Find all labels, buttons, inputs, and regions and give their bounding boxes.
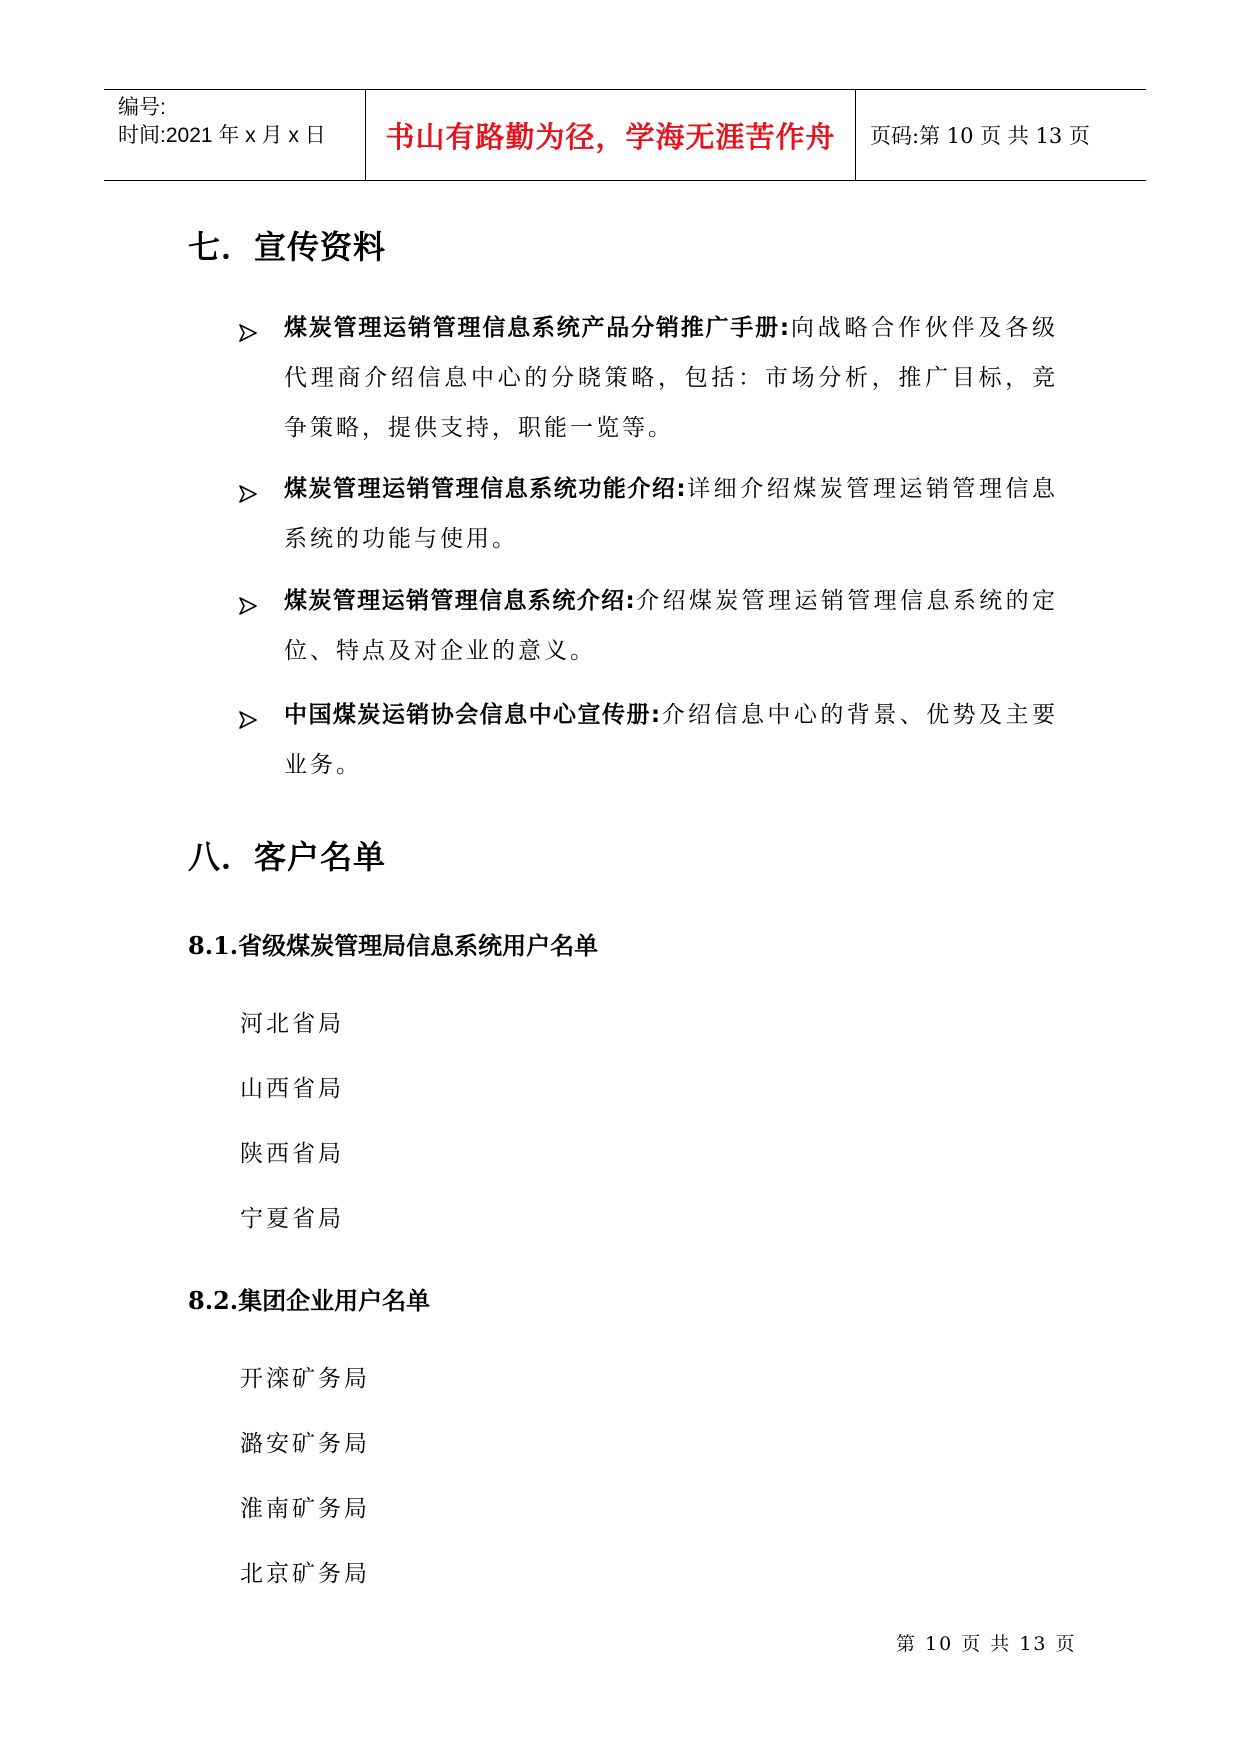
- header-motto: 书山有路勤为径，学海无涯苦作舟: [366, 90, 856, 180]
- header-number-label: 编号:: [118, 96, 166, 119]
- arrow-bullet-icon: [238, 323, 258, 343]
- customer-entry: 北京矿务局: [240, 1561, 370, 1587]
- bullet-body: 详细介绍煤炭管理运销管理信息系统的功能与使用。: [284, 476, 1058, 552]
- bullet-body: 介绍煤炭管理运销管理信息系统的定位、特点及对企业的意义。: [284, 588, 1058, 664]
- bullet-lead: 中国煤炭运销协会信息中心宣传册:: [284, 702, 662, 728]
- arrow-bullet-icon: [238, 710, 258, 730]
- header-meta: [104, 90, 366, 180]
- bullet-text: [284, 464, 1058, 564]
- section-8-title: 八．客户名单: [188, 838, 387, 876]
- customer-entry: 陕西省局: [240, 1141, 344, 1167]
- customer-entry: 河北省局: [240, 1011, 344, 1037]
- bullet-text: [284, 303, 1058, 453]
- bullet-text: [284, 576, 1058, 676]
- customer-entry: 宁夏省局: [240, 1206, 344, 1232]
- header-time-label: 时间:2021 年 x 月 x 日: [118, 124, 326, 147]
- bullet-body: 向战略合作伙伴及各级代理商介绍信息中心的分晓策略，包括：市场分析，推广目标，竞争策略，提供支持，职能一览等。: [284, 315, 1058, 441]
- bullet-lead: 煤炭管理运销管理信息系统介绍:: [284, 588, 636, 614]
- bullet-item: [238, 589, 1058, 676]
- bullet-item: [238, 477, 1058, 564]
- bullet-lead: 煤炭管理运销管理信息系统产品分销推广手册:: [284, 315, 791, 341]
- customer-entry: 潞安矿务局: [240, 1431, 370, 1457]
- subsection-8-1-title: 8.1.省级煤炭管理局信息系统用户名单: [188, 931, 599, 960]
- page-header: [104, 89, 1146, 181]
- bullet-body: 介绍信息中心的背景、优势及主要业务。: [284, 702, 1059, 778]
- arrow-bullet-icon: [238, 484, 258, 504]
- customer-entry: 山西省局: [240, 1076, 344, 1102]
- customer-entry: 淮南矿务局: [240, 1496, 370, 1522]
- section-7-title: 七．宣传资料: [188, 228, 387, 266]
- customer-entry: 开滦矿务局: [240, 1366, 370, 1392]
- bullet-item: [238, 316, 1058, 453]
- bullet-text: [284, 690, 1058, 790]
- bullet-lead: 煤炭管理运销管理信息系统功能介绍:: [284, 476, 687, 502]
- page-footer: 第 10 页 共 13 页: [896, 1633, 1077, 1655]
- header-page-info: 页码:第 10 页 共 13 页: [870, 124, 1090, 148]
- arrow-bullet-icon: [238, 596, 258, 616]
- bullet-item: [238, 703, 1058, 790]
- subsection-8-2-title: 8.2.集团企业用户名单: [188, 1286, 431, 1315]
